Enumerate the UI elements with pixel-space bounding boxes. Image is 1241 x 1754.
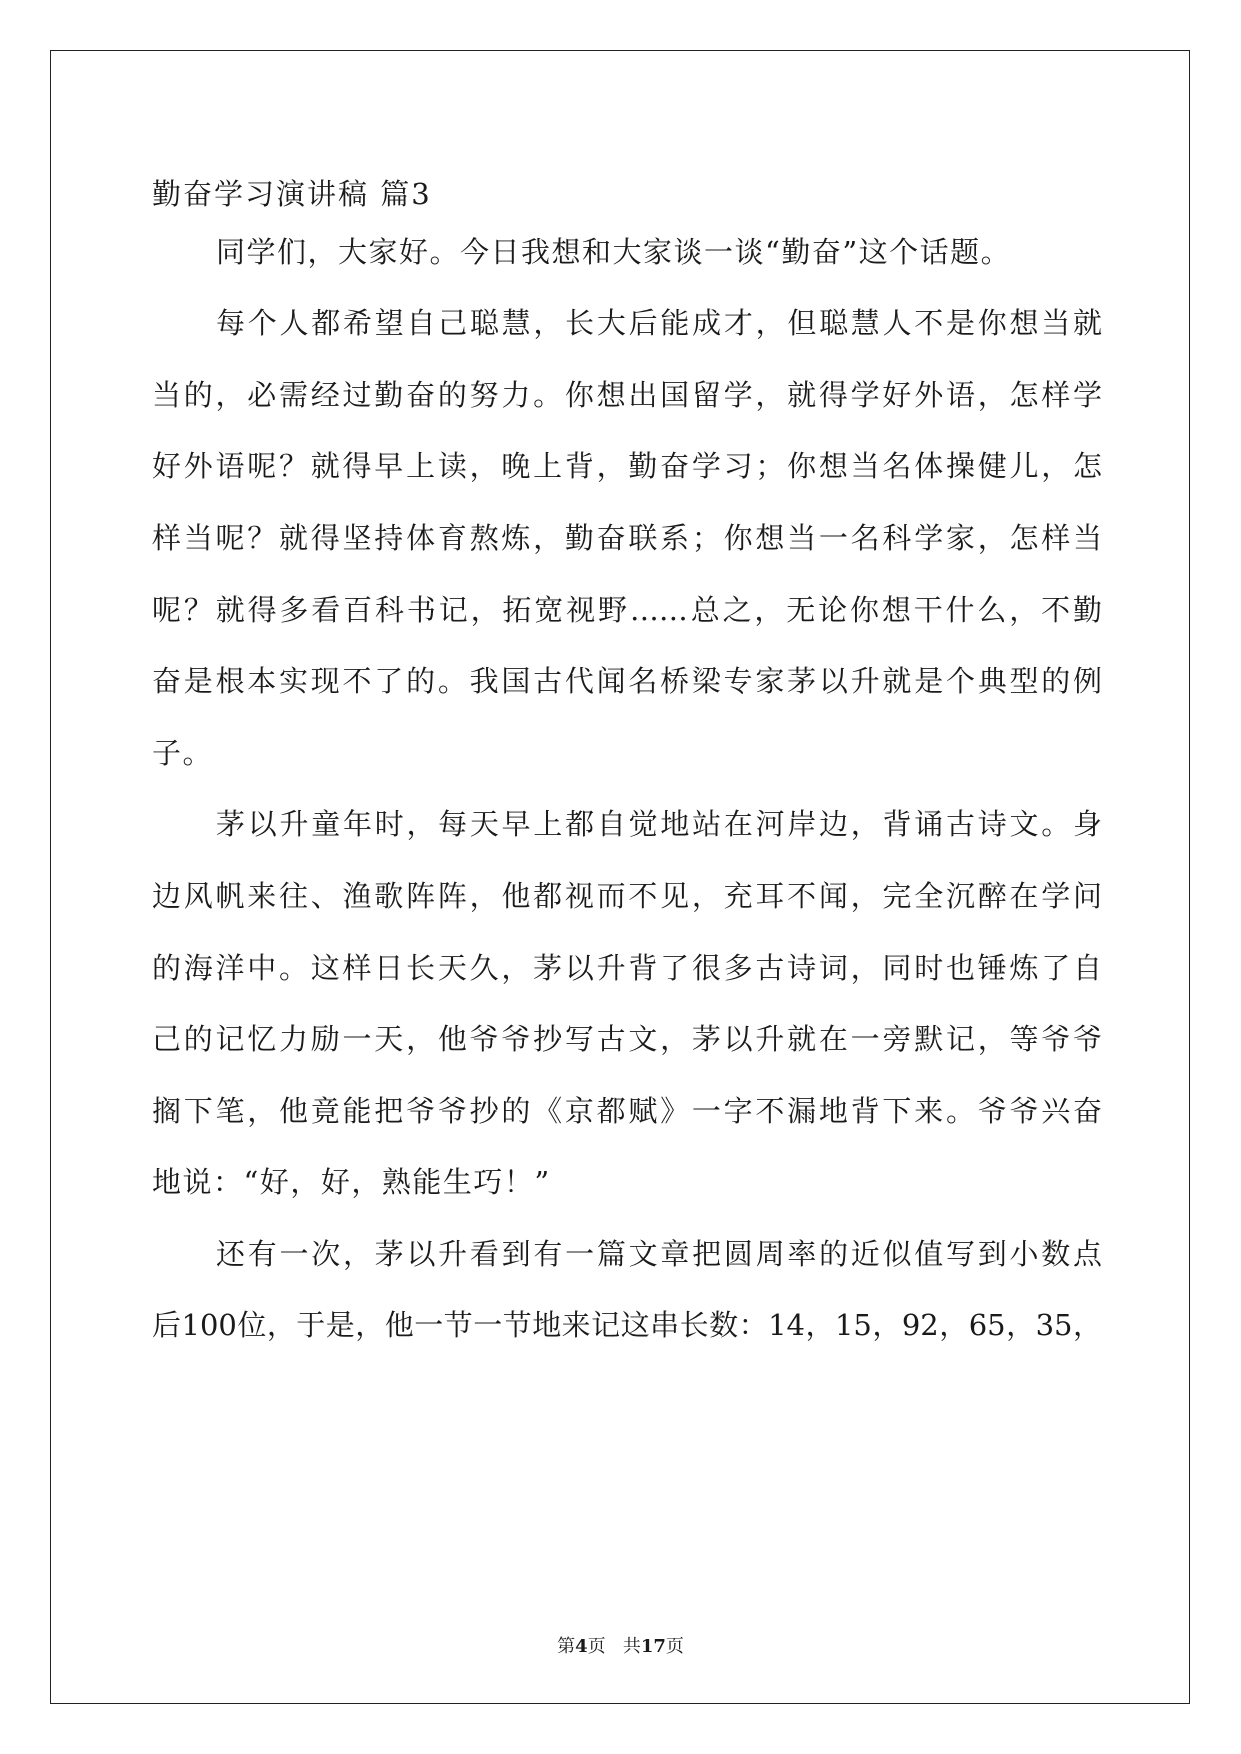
paragraph-line: 好外语呢？就得早上读，晚上背，勤奋学习；你想当名体操健儿，怎 (152, 449, 1102, 483)
paragraph-line: 还有一次，茅以升看到有一篇文章把圆周率的近似值写到小数点 (216, 1237, 1102, 1271)
paragraph-line: 呢？就得多看百科书记，拓宽视野……总之，无论你想干什么，不勤 (152, 593, 1102, 627)
paragraph-line: 奋是根本实现不了的。我国古代闻名桥梁专家茅以升就是个典型的例 (152, 664, 1102, 698)
paragraph-line: 己的记忆力励一天，他爷爷抄写古文，茅以升就在一旁默记，等爷爷 (152, 1022, 1102, 1056)
footer-total-label: 页 (665, 1636, 684, 1657)
paragraph-line: 子。 (152, 736, 214, 770)
paragraph-line: 边风帆来往、渔歌阵阵，他都视而不见，充耳不闻，完全沉醉在学问 (152, 879, 1102, 913)
total-page-count: 17 (640, 1636, 666, 1657)
paragraph-line: 样当呢？就得坚持体育熬炼，勤奋联系；你想当一名科学家，怎样当 (152, 521, 1102, 555)
footer-total-prefix: 共 (622, 1636, 641, 1657)
footer-prefix: 第 (557, 1636, 576, 1657)
page-footer (0, 1635, 1241, 1659)
paragraph-line: 每个人都希望自己聪慧，长大后能成才，但聪慧人不是你想当就 (216, 306, 1102, 340)
paragraph-line: 茅以升童年时，每天早上都自觉地站在河岸边，背诵古诗文。身 (216, 807, 1102, 841)
paragraph-line: 后100位，于是，他一节一节地来记这串长数：14，15，92，65，35， (152, 1308, 1102, 1342)
paragraph-line: 搁下笔，他竟能把爷爷抄的《京都赋》一字不漏地背下来。爷爷兴奋 (152, 1094, 1102, 1128)
paragraph-line: 的海洋中。这样日长天久，茅以升背了很多古诗词，同时也锤炼了自 (152, 951, 1102, 985)
paragraph-line: 当的，必需经过勤奋的努力。你想出国留学，就得学好外语，怎样学 (152, 378, 1102, 412)
document-title: 勤奋学习演讲稿 篇3 (152, 177, 432, 211)
paragraph-line: 地说：“好，好，熟能生巧！” (152, 1165, 551, 1199)
current-page-number: 4 (575, 1636, 588, 1657)
paragraph-line: 同学们，大家好。今日我想和大家谈一谈“勤奋”这个话题。 (216, 235, 1012, 269)
footer-page-label: 页 (587, 1636, 606, 1657)
